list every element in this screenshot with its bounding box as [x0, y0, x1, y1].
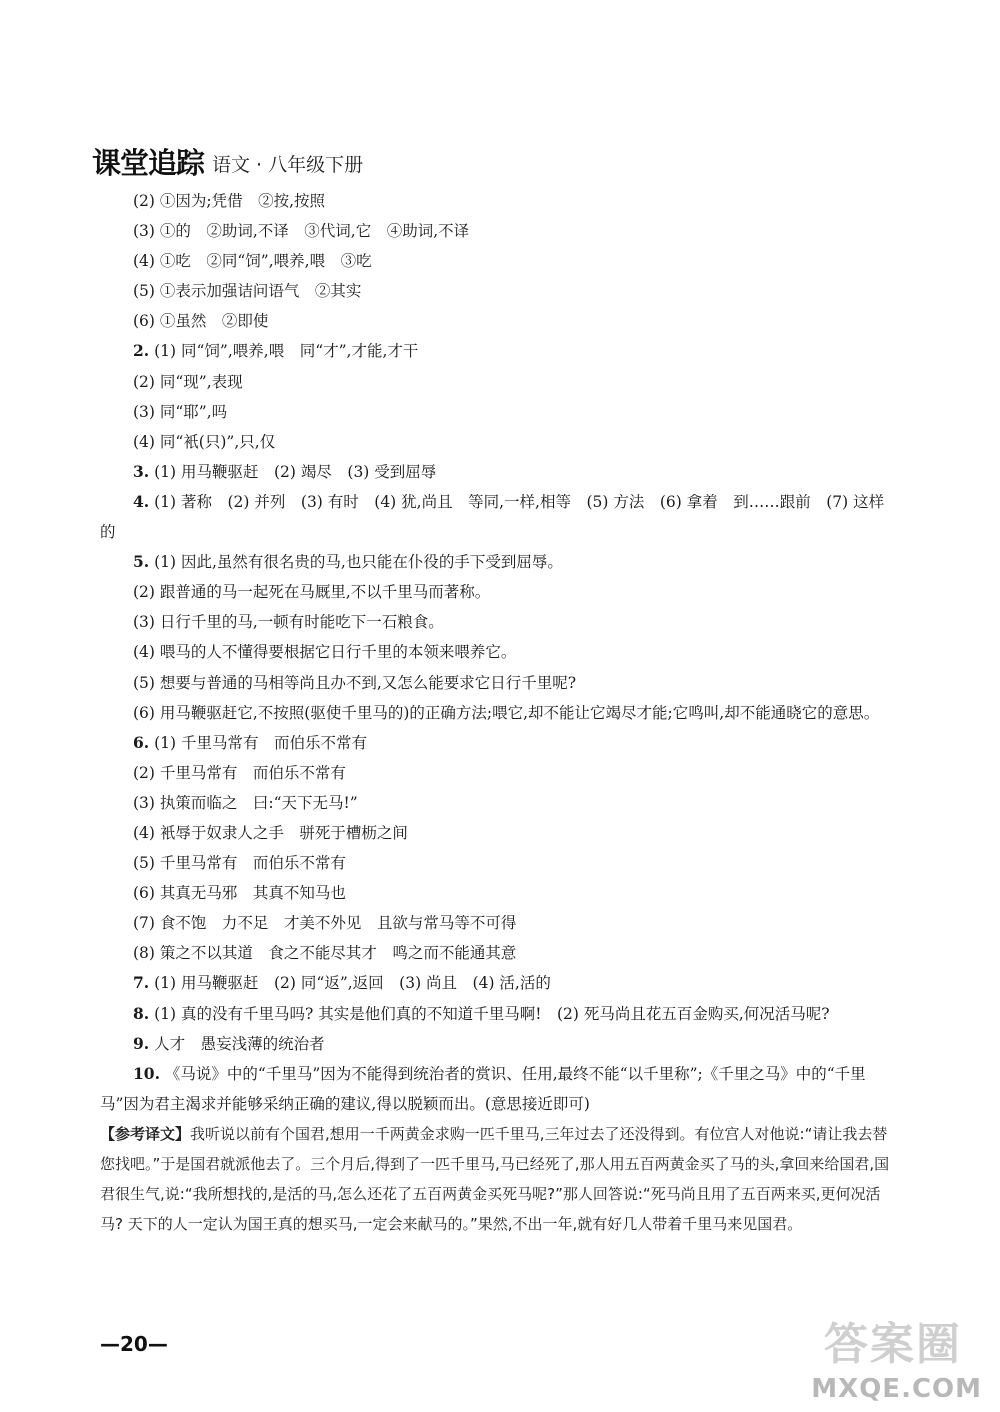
page-number: —20—: [100, 1332, 168, 1356]
answer-line: (4) 衹辱于奴隶人之手 骈死于槽枥之间: [133, 823, 408, 842]
question-2: [133, 336, 893, 366]
reference-label: 【参考译文】: [100, 1124, 191, 1143]
answer-line: (3) 日行千里的马,一顿有时能吃下一石粮食。: [133, 613, 444, 632]
answer-line: (5) 千里马常有 而伯乐不常有: [133, 854, 346, 873]
question-number: 6.: [133, 732, 150, 752]
book-brand: 课堂追踪: [92, 146, 205, 180]
answer-line: (8) 策之不以其道 食之不能尽其才 鸣之而不能通其意: [133, 944, 517, 963]
answer-line: (2) 同“现”,表现: [133, 372, 243, 391]
answer-text: (1) 同“饲”,喂养,喂 同“才”,才能,才干: [154, 342, 419, 361]
reference-translation: [100, 1119, 895, 1239]
question-number: 10.: [133, 1063, 160, 1083]
answer-text: (1) 用马鞭驱赶 (2) 同“返”,返回 (3) 尚且 (4) 活,活的: [154, 974, 551, 993]
answer-line: (3) 执策而临之 曰:“天下无马!”: [133, 793, 358, 812]
reference-text: 我听说以前有个国君,想用一千两黄金求购一匹千里马,三年过去了还没得到。有位宫人对他说:“请让我去替您找吧。”于是国君就派他去了。三个月后,得到了一匹千里马,马已经死了,那人用五百两黄金买了马的头,拿回来给国君,国君很生气,说:“我所想找的,是活的马,怎么还花了五百两黄金买死马呢?”那人回答说:“死马尚且用了五百两来买,更何况活马? 天下的人一定认为国王真的想买马,一定会来献马的。”果然,不出一年,就有好几人带着千里马来见国君。: [100, 1124, 890, 1233]
answer-text: 《马说》中的“千里马”因为不能得到统治者的赏识、任用,最终不能“以千里称”;《千里之马》中的“千里马”因为君主渴求并能够采纳正确的建议,得以脱颖而出。(意思接近即可): [100, 1064, 866, 1113]
question-number: 3.: [133, 461, 150, 481]
question-7: [133, 968, 893, 998]
answer-line: (6) 其真无马邪 其真不知马也: [133, 884, 346, 903]
answer-line: (5) ①表示加强诘问语气 ②其实: [133, 282, 362, 301]
book-subject: 语文 · 八年级下册: [212, 154, 364, 176]
answer-text: (1) 用马鞭驱赶 (2) 竭尽 (3) 受到屈辱: [154, 462, 437, 481]
answer-line: (4) 同“衹(只)”,只,仅: [133, 432, 276, 451]
question-5: [133, 547, 893, 577]
question-number: 2.: [133, 341, 150, 361]
answer-line: (6) ①虽然 ②即使: [133, 312, 269, 331]
answer-line: (5) 想要与普通的马相等尚且办不到,又怎么能要求它日行千里呢?: [133, 673, 577, 692]
question-3: [133, 457, 893, 487]
question-10: [100, 1059, 893, 1119]
answer-line: (4) ①吃 ②同“饲”,喂养,喂 ③吃: [133, 252, 372, 271]
watermark: [792, 1304, 982, 1404]
question-number: 7.: [133, 973, 150, 993]
answer-content: [100, 186, 893, 1239]
answer-line: (2) ①因为;凭借 ②按,按照: [133, 192, 326, 210]
answer-line: (2) 千里马常有 而伯乐不常有: [133, 763, 346, 782]
page-header: [92, 140, 363, 180]
question-4: [100, 487, 893, 547]
answer-text: (1) 因此,虽然有很名贵的马,也只能在仆役的手下受到屈辱。: [154, 553, 563, 572]
watermark-logo: 答案圈: [824, 1319, 962, 1370]
answer-line: (3) ①的 ②助词,不译 ③代词,它 ④助词,不译: [133, 222, 470, 241]
answer-line: (2) 跟普通的马一起死在马厩里,不以千里马而著称。: [133, 583, 491, 602]
answer-text: (6) 用马鞭驱赶它,不按照(驱使千里马的)的正确方法;喂它,却不能让它竭尽才能;它鸣叫,却不能通晓它的意思。: [133, 703, 880, 722]
question-number: 8.: [133, 1003, 150, 1023]
answer-paragraph: [100, 698, 893, 728]
question-number: 4.: [133, 491, 150, 511]
answer-line: (7) 食不饱 力不足 才美不外见 且欲与常马等不可得: [133, 914, 517, 933]
question-8: [100, 999, 893, 1029]
watermark-url: MXQE.COM: [811, 1374, 982, 1404]
question-9: [133, 1029, 893, 1059]
question-6: [133, 728, 893, 758]
answer-line: (4) 喂马的人不懂得要根据它日行千里的本领来喂养它。: [133, 643, 517, 662]
answer-text: (1) 著称 (2) 并列 (3) 有时 (4) 犹,尚且 等同,一样,相等 (5) 方法 (6) 拿着 到……跟前 (7) 这样的: [100, 492, 885, 542]
question-number: 9.: [133, 1033, 150, 1053]
question-number: 5.: [133, 552, 150, 572]
answer-text: (1) 千里马常有 而伯乐不常有: [154, 733, 368, 752]
answer-text: 人才 愚妄浅薄的统治者: [154, 1034, 325, 1053]
answer-text: (1) 真的没有千里马吗? 其实是他们真的不知道千里马啊! (2) 死马尚且花五百金购买,何况活马呢?: [154, 1004, 830, 1023]
answer-line: (3) 同“耶”,吗: [133, 402, 228, 421]
